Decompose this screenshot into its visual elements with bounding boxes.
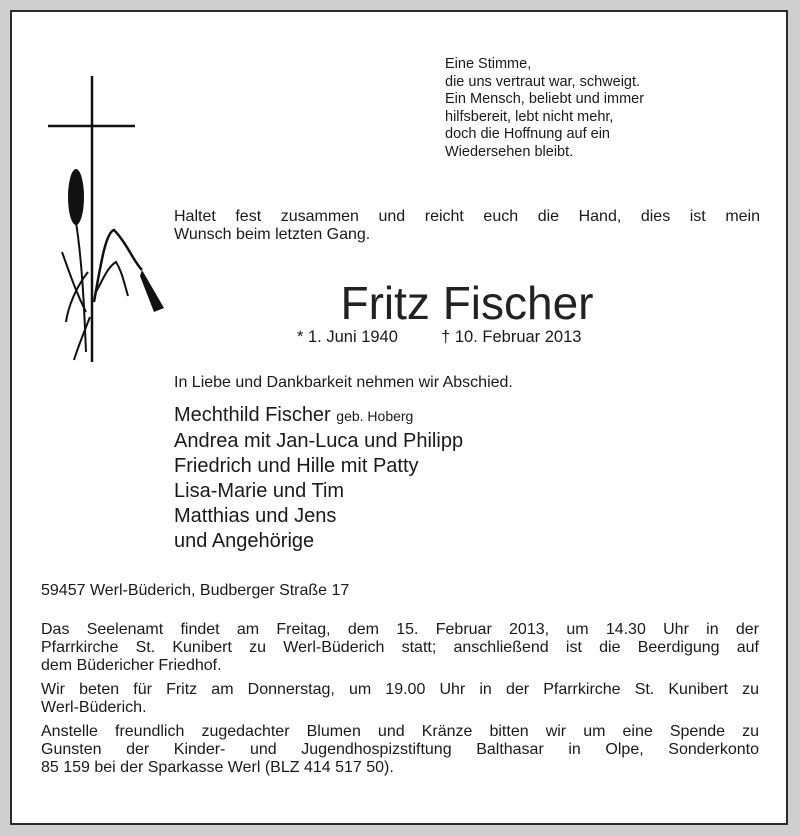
text-line: Gunsten der Kinder- und Jugendhospizstiftung Balthasar in Olpe, Sonderkonto xyxy=(41,741,759,758)
poem-line: Ein Mensch, beliebt und immer xyxy=(445,91,645,108)
donation-info-paragraph xyxy=(41,723,759,777)
text-line: dem Büdericher Friedhof. xyxy=(41,657,222,674)
maiden-name: geb. Hoberg xyxy=(336,408,414,424)
text-line: Anstelle freundlich zugedachter Blumen und Kränze bitten wir um eine Spende zu xyxy=(41,723,759,740)
quote xyxy=(174,208,760,244)
text-line: Werl-Büderich. xyxy=(41,699,147,716)
text-line: Wir beten für Fritz am Donnerstag, um 19.00 Uhr in der Pfarrkirche St. Kunibert zu xyxy=(41,681,759,698)
farewell-line: In Liebe und Dankbarkeit nehmen wir Abschied. xyxy=(174,374,513,391)
family-member: und Angehörige xyxy=(174,530,315,552)
deceased-name: Fritz Fischer xyxy=(340,277,594,329)
text-line: Pfarrkirche St. Kunibert zu Werl-Büderich statt; anschließend ist die Beerdigung auf xyxy=(41,639,759,656)
poem xyxy=(445,56,644,162)
address: 59457 Werl-Büderich, Budberger Straße 17 xyxy=(41,582,350,599)
death-date: † 10. Februar 2013 xyxy=(441,328,582,346)
family-member: Lisa-Marie und Tim xyxy=(174,480,345,502)
obituary-notice xyxy=(10,10,788,825)
poem-line: Wiedersehen bleibt. xyxy=(445,143,574,160)
quote-line: Haltet fest zusammen und reicht euch die Hand, dies ist mein xyxy=(174,208,760,225)
family-member xyxy=(174,403,463,429)
family-member-name: Mechthild Fischer xyxy=(174,404,331,426)
poem-line: Eine Stimme, xyxy=(445,56,532,72)
life-dates xyxy=(297,328,581,347)
quote-line: Wunsch beim letzten Gang. xyxy=(174,226,371,243)
text-line: Das Seelenamt findet am Freitag, dem 15. Februar 2013, um 14.30 Uhr in der xyxy=(41,621,759,638)
poem-line: hilfsbereit, lebt nicht mehr, xyxy=(445,108,614,125)
family-member: Friedrich und Hille mit Patty xyxy=(174,455,419,477)
birth-date: * 1. Juni 1940 xyxy=(297,328,398,346)
cross-with-wheat-icon xyxy=(46,62,176,362)
family-member: Andrea mit Jan-Luca und Philipp xyxy=(174,430,464,452)
text-line: 85 159 bei der Sparkasse Werl (BLZ 414 517 50). xyxy=(41,759,394,776)
family-list xyxy=(174,403,463,554)
funeral-info-paragraph xyxy=(41,621,759,675)
poem-line: doch die Hoffnung auf ein xyxy=(445,126,611,143)
prayer-info-paragraph xyxy=(41,681,759,717)
poem-line: die uns vertraut war, schweigt. xyxy=(445,73,641,90)
family-member: Matthias und Jens xyxy=(174,505,337,527)
